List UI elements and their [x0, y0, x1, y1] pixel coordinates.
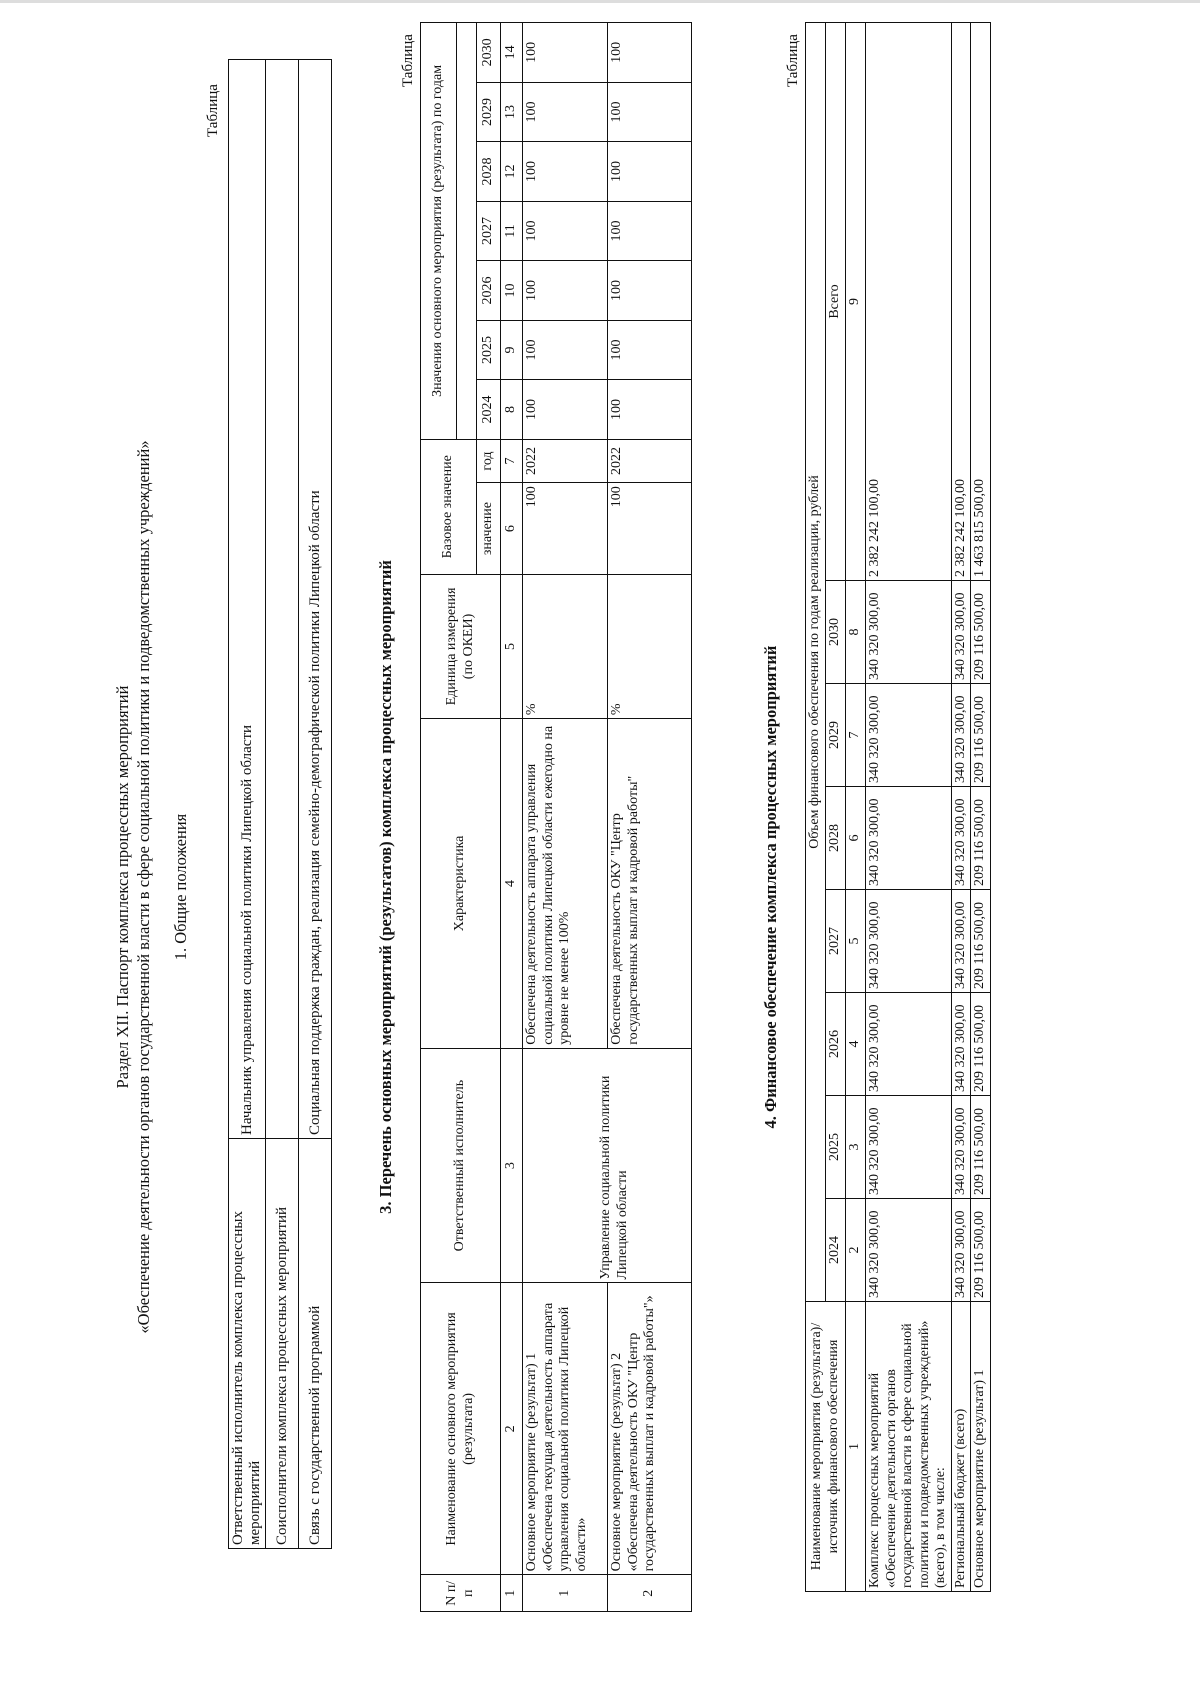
fin-header-year: 2028 [826, 787, 846, 890]
fin-header-year: 2030 [826, 581, 846, 684]
fin-header-year: 2027 [826, 890, 846, 993]
result-row [523, 23, 608, 1612]
fin-row-value: 209 116 500,00 [971, 684, 991, 787]
fin-row-value: 2 382 242 100,00 [951, 23, 971, 581]
fin-row-value: 340 320 300,00 [951, 581, 971, 684]
header-year: 2024 [477, 380, 501, 440]
result-base-year: 2022 [523, 439, 608, 483]
fin-row-value: 209 116 500,00 [971, 993, 991, 1096]
result-year-value: 100 [608, 261, 692, 321]
section1-heading: 1. Общие положения [171, 813, 190, 961]
fin-row-value: 340 320 300,00 [866, 787, 952, 890]
fin-row-value: 340 320 300,00 [866, 581, 952, 684]
fin-row-value: 340 320 300,00 [866, 684, 952, 787]
column-number: 11 [501, 201, 523, 261]
general-row [299, 60, 332, 1549]
fin-header-year: 2026 [826, 993, 846, 1096]
result-year-value: 100 [523, 201, 608, 261]
column-number: 14 [501, 23, 523, 83]
result-year-value: 100 [608, 23, 692, 83]
fin-column-number: 1 [846, 1302, 866, 1592]
result-base-year: 2022 [608, 439, 692, 483]
fin-row-value: 209 116 500,00 [971, 581, 991, 684]
header-base-value: значение [477, 483, 501, 575]
column-number: 10 [501, 261, 523, 321]
header-year: 2026 [477, 261, 501, 321]
column-number: 7 [501, 439, 523, 483]
column-number: 4 [501, 719, 523, 1049]
fin-row-name: Региональный бюджет (всего) [951, 1302, 971, 1592]
general-row-value [266, 60, 299, 1139]
column-number: 2 [501, 1283, 523, 1575]
result-characteristic: Обеспечена деятельность ОКУ "Центр государственных выплат и кадровой работы" [608, 719, 692, 1049]
fin-row-value: 340 320 300,00 [951, 1199, 971, 1302]
result-num: 1 [523, 1575, 608, 1612]
result-unit: % [523, 574, 608, 718]
section3-heading: 3. Перечень основных мероприятий (результатов) комплекса процессных мероприятий [376, 560, 395, 1214]
general-row-label: Соисполнители комплекса процессных мероприятий [266, 1139, 299, 1549]
result-base-value: 100 [523, 483, 608, 575]
header-responsible: Ответственный исполнитель [421, 1048, 501, 1283]
column-number: 8 [501, 380, 523, 440]
result-year-value: 100 [608, 201, 692, 261]
result-row [608, 23, 692, 1612]
general-row-value: Социальная поддержка граждан, реализация семейно-демографической политики Липецкой области [299, 60, 332, 1139]
fin-row-value: 209 116 500,00 [971, 1096, 991, 1199]
header-base: Базовое значение [421, 439, 477, 574]
financing-table [805, 22, 991, 1592]
column-number: 5 [501, 574, 523, 718]
fin-column-number: 5 [846, 890, 866, 993]
result-unit: % [608, 574, 692, 718]
fin-row-value: 340 320 300,00 [951, 890, 971, 993]
header-unit: Единица измерения (по ОКЕИ) [421, 574, 501, 718]
fin-row [866, 23, 952, 1592]
column-number: 12 [501, 142, 523, 202]
header-base-year: год [477, 439, 501, 483]
fin-column-number: 2 [846, 1199, 866, 1302]
header-values-by-year: Значения основного мероприятия (результата) по годам [421, 23, 457, 440]
fin-header-name: Наименование мероприятия (результата)/источник финансового обеспечения [806, 1302, 846, 1592]
fin-row [971, 23, 991, 1592]
general-row-label: Ответственный исполнитель комплекса процессных мероприятий [229, 1139, 266, 1549]
fin-row-value: 340 320 300,00 [951, 993, 971, 1096]
fin-row-value: 340 320 300,00 [866, 1199, 952, 1302]
header-year: 2030 [477, 23, 501, 83]
section1-table-tag: Таблица [205, 84, 221, 137]
fin-header-volume: Объем финансового обеспечения по годам реализации, рублей [806, 23, 826, 1302]
column-number: 6 [501, 483, 523, 575]
column-number: 3 [501, 1048, 523, 1283]
result-year-value: 100 [523, 142, 608, 202]
header-year: 2027 [477, 201, 501, 261]
general-row-label: Связь с государственной программой [299, 1139, 332, 1549]
fin-row-value: 209 116 500,00 [971, 787, 991, 890]
header-name: Наименование основного мероприятия (результата) [421, 1283, 501, 1575]
fin-row-name: Основное мероприятие (результат) 1 [971, 1302, 991, 1592]
result-name: Основное мероприятие (результат) 1 «Обеспечена текущая деятельность аппарата управления социальной политики Липецкой области» [523, 1283, 608, 1575]
fin-row-value: 209 116 500,00 [971, 890, 991, 993]
result-responsible: Управление социальной политики Липецкой области [523, 1048, 692, 1283]
column-number: 13 [501, 82, 523, 142]
results-table [420, 22, 692, 1612]
fin-column-number: 3 [846, 1096, 866, 1199]
header-num: N п/п [421, 1575, 501, 1612]
result-year-value: 100 [523, 23, 608, 83]
general-row [229, 60, 266, 1549]
title-line-2: «Обеспечение деятельности органов государственной власти в сфере социальной политики и подведомственных учреждений» [134, 440, 153, 1334]
result-name: Основное мероприятие (результат) 2 «Обеспечена деятельность ОКУ "Центр государственных выплат и кадровой работы"» [608, 1283, 692, 1575]
fin-row-value: 340 320 300,00 [951, 787, 971, 890]
result-year-value: 100 [523, 320, 608, 380]
fin-column-number: 6 [846, 787, 866, 890]
fin-row-name: Комплекс процессных мероприятий «Обеспечение деятельности органов государственной власти в сфере социальной политики и подведомственных учреждений» (всего), в том числе: [866, 1302, 952, 1592]
fin-row-value: 340 320 300,00 [866, 1096, 952, 1199]
fin-column-number: 9 [846, 23, 866, 581]
fin-row-value: 2 382 242 100,00 [866, 23, 952, 581]
section4-heading: 4. Финансовое обеспечение комплекса процессных мероприятий [761, 645, 780, 1129]
result-year-value: 100 [523, 380, 608, 440]
fin-column-number: 7 [846, 684, 866, 787]
header-year: 2028 [477, 142, 501, 202]
fin-row-value: 340 320 300,00 [866, 890, 952, 993]
fin-row-value: 340 320 300,00 [951, 684, 971, 787]
column-number: 1 [501, 1575, 523, 1612]
general-row [266, 60, 299, 1549]
fin-header-year: 2029 [826, 684, 846, 787]
fin-row [951, 23, 971, 1592]
fin-column-number: 4 [846, 993, 866, 1096]
column-number: 9 [501, 320, 523, 380]
fin-column-number: 8 [846, 581, 866, 684]
result-year-value: 100 [523, 82, 608, 142]
result-year-value: 100 [523, 261, 608, 321]
fin-header-year: 2025 [826, 1096, 846, 1199]
general-provisions-table [228, 59, 332, 1549]
fin-header-year: Всего [826, 23, 846, 581]
fin-row-value: 340 320 300,00 [951, 1096, 971, 1199]
section3-table-tag: Таблица [400, 34, 416, 87]
section4-table-tag: Таблица [785, 34, 801, 87]
header-year: 2029 [477, 82, 501, 142]
result-year-value: 100 [608, 320, 692, 380]
result-num: 2 [608, 1575, 692, 1612]
result-base-value: 100 [608, 483, 692, 575]
fin-row-value: 1 463 815 500,00 [971, 23, 991, 581]
result-year-value: 100 [608, 380, 692, 440]
fin-header-year: 2024 [826, 1199, 846, 1302]
result-characteristic: Обеспечена деятельность аппарата управления социальной политики Липецкой области ежегодно на уровне не менее 100% [523, 719, 608, 1049]
fin-row-value: 340 320 300,00 [866, 993, 952, 1096]
header-year: 2025 [477, 320, 501, 380]
header-characteristic: Характеристика [421, 719, 501, 1049]
result-year-value: 100 [608, 142, 692, 202]
general-row-value: Начальник управления социальной политики Липецкой области [229, 60, 266, 1139]
fin-row-value: 209 116 500,00 [971, 1199, 991, 1302]
result-year-value: 100 [608, 82, 692, 142]
document-title [112, 197, 154, 1577]
title-line-1: Раздел XII. Паспорт комплекса процессных мероприятий [113, 685, 132, 1089]
